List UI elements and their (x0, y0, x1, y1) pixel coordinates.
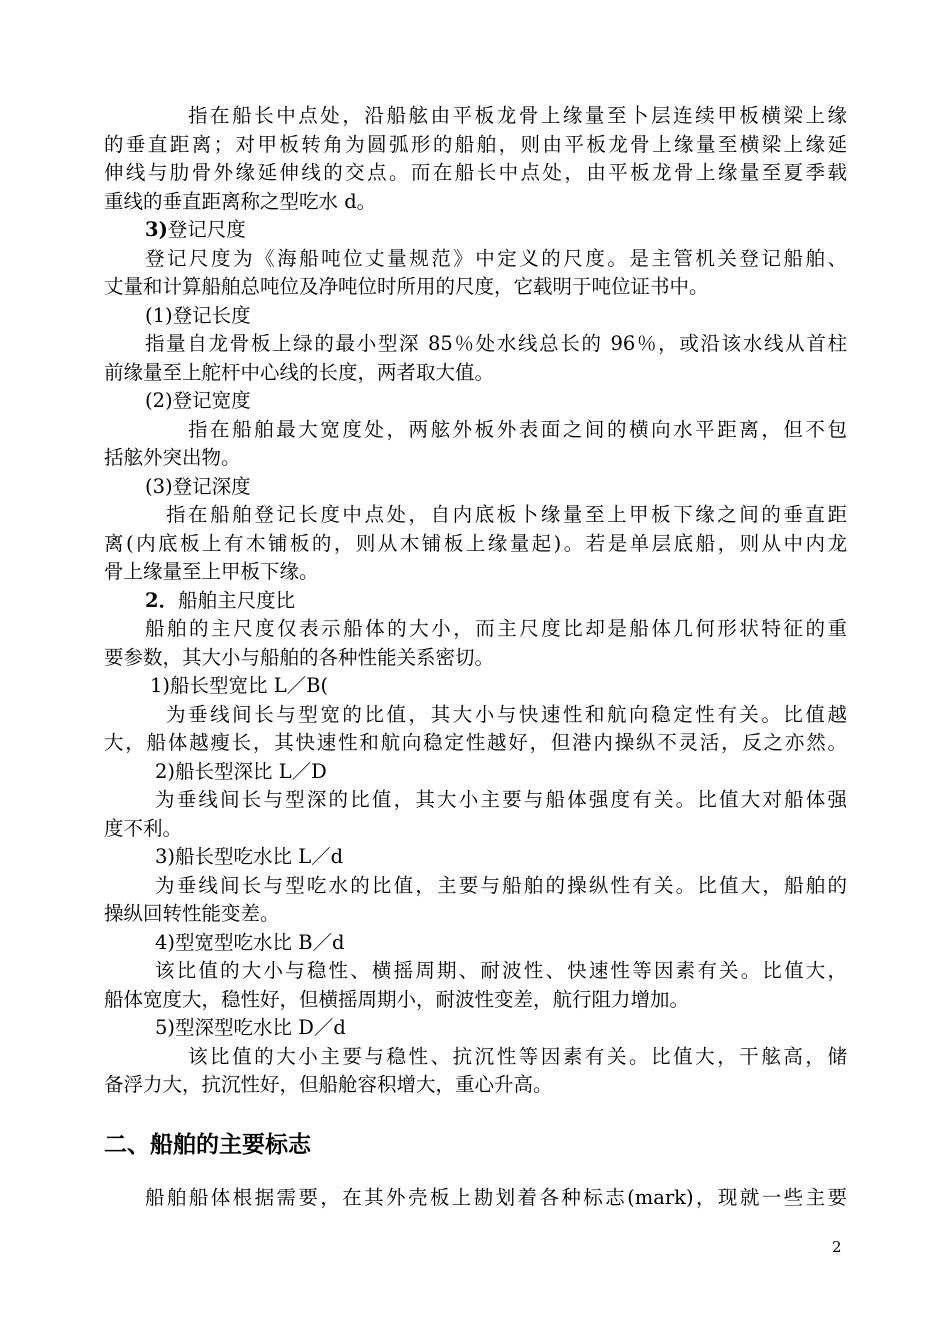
text-line: 要参数，其大小与船舶的各种性能关系密切。 (104, 646, 495, 669)
item-title: 4)型宽型吃水比 B／d (155, 931, 345, 954)
text-line: 操纵回转性能变差。 (104, 902, 280, 925)
text-line: 伸线与肋骨外缘延伸线的交点。而在船长中点处，由平板龙骨上缘量至夏季载 (104, 161, 847, 184)
text-line: 为垂线间长与型吃水的比值，主要与船舶的操纵性有关。比值大，船舶的 (155, 874, 847, 897)
text-line: 为垂线间长与型深的比值，其大小主要与船体强度有关。比值大对船体强 (155, 788, 847, 811)
text-line: 指量自龙骨板上绿的最小型深 85％处水线总长的 96％，或沿该水线从首柱 (145, 332, 847, 355)
text-line: 指在船长中点处，沿船舷由平板龙骨上缘量至卜层连续甲板横梁上缘 (188, 104, 847, 127)
text-line: 船体宽度大，稳性好，但横摇周期小，耐波性变差，航行阻力增加。 (104, 988, 690, 1011)
text-line: 度不利。 (104, 817, 183, 840)
subsection-title (145, 587, 295, 615)
text-line: 该比值的大小与稳性、横摇周期、耐波性、快速性等因素有关。比值大， (155, 959, 847, 982)
subsection-number: 3) (145, 218, 168, 241)
item-title: (1)登记长度 (145, 304, 251, 327)
text-line: 船舶船体根据需要，在其外壳板上勘划着各种标志(mark)，现就一些主要 (145, 1186, 847, 1209)
item-title: 3)船长型吃水比 L／d (155, 845, 344, 868)
text-line: 指在船舶最大宽度处，两舷外板外表面之间的横向水平距离，但不包 (188, 418, 847, 441)
item-title: 5)型深型吃水比 D／d (155, 1016, 346, 1039)
subsection-label: 船舶主尺度比 (178, 589, 296, 612)
text-line: 指在船舶登记长度中点处，自内底板卜缘量至上甲板下缘之间的垂直距 (166, 503, 847, 526)
page-number: 2 (832, 1238, 842, 1256)
item-title: 1)船长型宽比 L／B( (150, 674, 329, 697)
text-line: 重线的垂直距离称之型吃水 d。 (104, 190, 377, 213)
text-line: 离(内底板上有木铺板的，则从木铺板上缘量起)。若是单层底船，则从中内龙 (104, 532, 847, 555)
subsection-label: 登记尺度 (167, 218, 246, 241)
subsection-title (145, 216, 246, 244)
text-line: 的垂直距离；对甲板转角为圆弧形的船舶，则由平板龙骨上缘量至横梁上缘延 (104, 133, 847, 156)
item-title: (3)登记深度 (145, 475, 251, 498)
text-line: 丈量和计算船舶总吨位及净吨位时所用的尺度，它载明于吨位证书中。 (104, 275, 709, 298)
text-line: 括舷外突出物。 (104, 446, 241, 469)
text-line: 为垂线间长与型宽的比值，其大小与快速性和航向稳定性有关。比值越 (166, 703, 847, 726)
text-line: 该比值的大小主要与稳性、抗沉性等因素有关。比值大，干舷高，储 (188, 1045, 847, 1068)
section-heading: 二、船舶的主要标志 (104, 1132, 311, 1158)
text-line: 前缘量至上舵杆中心线的长度，两者取大值。 (104, 361, 495, 384)
text-line: 登记尺度为《海船吨位丈量规范》中定义的尺度。是主管机关登记船舶、 (145, 247, 847, 270)
text-line: 骨上缘量至上甲板下缘。 (104, 560, 319, 583)
item-title: (2)登记宽度 (145, 389, 251, 412)
item-title: 2)船长型深比 L／D (155, 760, 327, 783)
text-line: 船舶的主尺度仅表示船体的大小，而主尺度比却是船体几何形状特征的重 (145, 617, 847, 640)
text-line: 大，船体越瘦长，其快速性和航向稳定性越好，但港内操纵不灵活，反之亦然。 (104, 731, 847, 754)
subsection-number: 2． (145, 589, 179, 612)
text-line: 备浮力大，抗沉性好，但船舱容积增大，重心升高。 (104, 1073, 553, 1096)
